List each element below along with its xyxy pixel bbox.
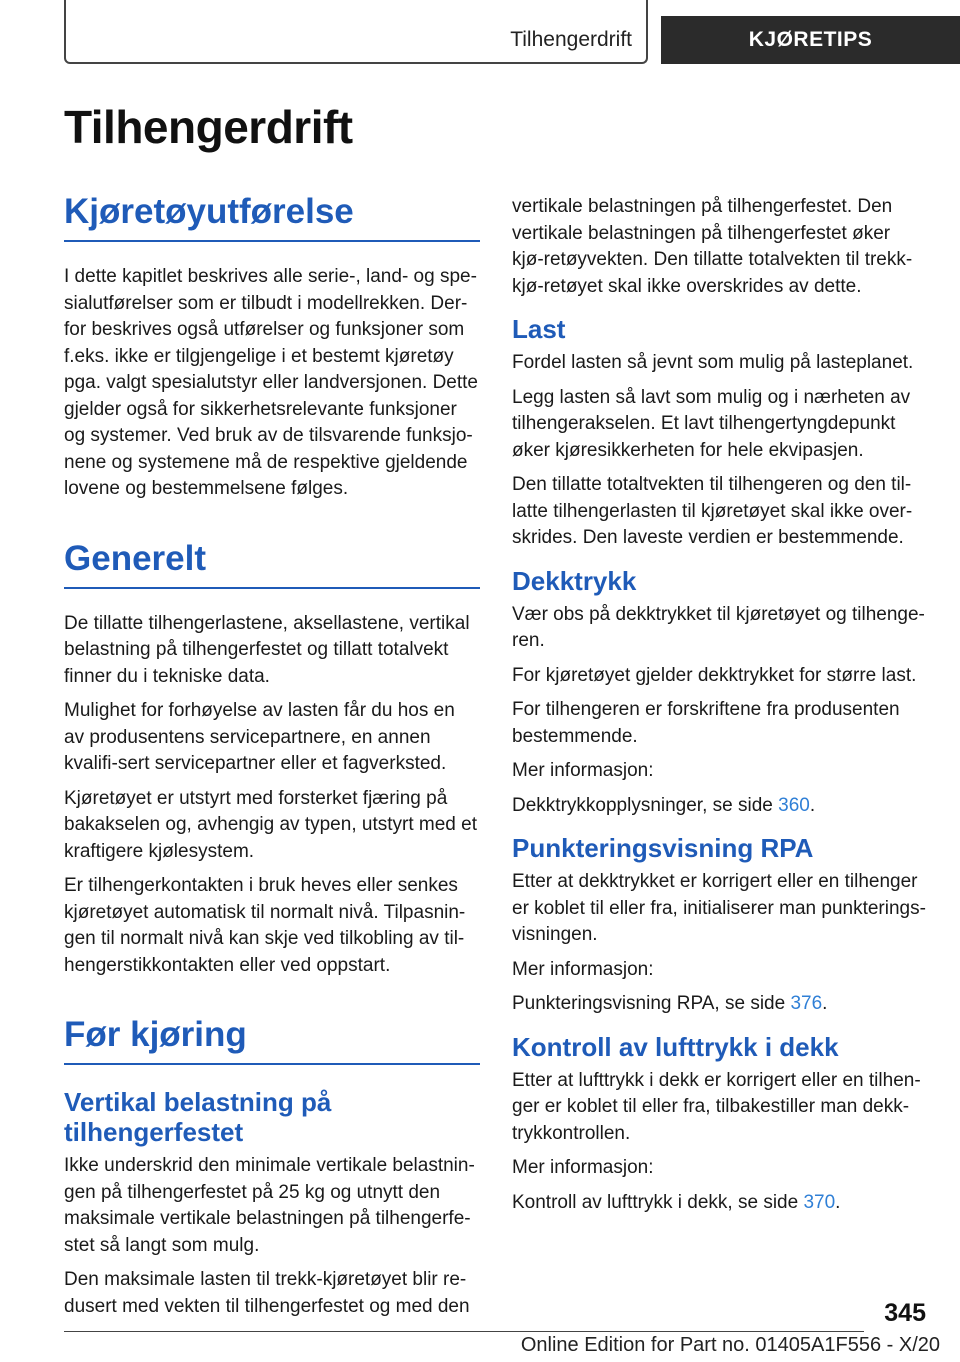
page-link-376[interactable]: 376 — [790, 993, 823, 1014]
subheading-kontroll-lufttrykk: Kontroll av lufttrykk i dekk — [512, 1031, 839, 1062]
subheading-punkteringsvisning: Punkteringsvisning RPA — [512, 833, 814, 863]
paragraph: Den maksimale lasten til trekk-kjøretøyet blir re-dusert med vekten til tilhengerfestet og med den — [64, 1269, 470, 1317]
reference-text: Punkteringsvisning RPA, se side — [512, 993, 791, 1014]
subheading-vertikal-belastning: Vertikal belastning på tilhengerfestet — [64, 1087, 332, 1147]
right-column — [512, 194, 926, 1224]
paragraph: Mulighet for forhøyelse av lasten får du hos en av produsentens servicepartnere, en annen kvalifi-sert servicepartner eller et fagverksted. — [64, 700, 455, 774]
paragraph: Legg lasten så lavt som mulig og i nærheten av tilhengerakselen. Et lavt tilhengertyngdepunkt øker kjøresikkerheten for hele ekvipasjen. — [512, 386, 911, 461]
paragraph: Vær obs på dekktrykket til kjøretøyet og tilhenge-ren. — [512, 603, 925, 651]
footer-edition: Online Edition for Part no. 01405A1F556 - X/20 — [520, 1334, 940, 1356]
paragraph: Etter at lufttrykk i dekk er korrigert eller en tilhen-ger er koblet til eller fra, tilbakestiller man dekk-trykkontrollen. — [512, 1069, 921, 1144]
reference-text: Dekktrykkopplysninger, se side — [512, 794, 779, 816]
paragraph: Etter at dekktrykket er korrigert eller en tilhenger er koblet til eller fra, initialiserer man punkterings-visningen. — [512, 871, 926, 945]
subheading-dekktrykk: Dekktrykk — [512, 565, 637, 596]
heading-kjoretoyutforelse: Kjøretøyutførelse — [64, 190, 480, 242]
reference-text: Kontroll av lufttrykk i dekk, se side — [512, 1191, 804, 1213]
paragraph: Den tillatte totaltvekten til tilhengeren og den til-latte tilhengerlasten til kjøretøyet skal ikke over-skrides. Den laveste verdien er bestemmende. — [512, 474, 913, 548]
cross-reference: Dekktrykkopplysninger, se side 360. — [512, 794, 816, 816]
header-section-title: Tilhengerdrift — [510, 28, 632, 51]
paragraph: De tillatte tilhengerlastene, aksellastene, vertikal belastning på tilhengerfestet og tillatt totalvekt finner du i tekniske data. — [64, 612, 470, 687]
paragraph: Kjøretøyet er utstyrt med forsterket fjæring på bakakselen og, avhengig av typen, utstyrt med et kraftigere kjølesystem. — [64, 787, 477, 862]
cross-reference: Kontroll av lufttrykk i dekk, se side 370. — [512, 1191, 841, 1213]
paragraph: Er tilhengerkontakten i bruk heves eller senkes kjøretøyet automatisk til normalt nivå. Tilpasnin-gen til normalt nivå kan skje ved tilkobling av til-hengerstikkontakten eller ved oppstart. — [64, 875, 466, 976]
cross-reference: Punkteringsvisning RPA, se side 376. — [512, 993, 828, 1014]
page-number: 345 — [884, 1299, 926, 1327]
page-link-360[interactable]: 360 — [778, 794, 810, 816]
paragraph: I dette kapitlet beskrives alle serie-, land- og spe-sialutførelser som er tilbudt i modellrekken. Der-for beskrives også utførelser og funksjoner som f.eks. ikke er tilgjengelige i et bestemt kjøretøy pga. valgt spesialutstyr eller landversjonen. Dette gjelder også for sikkerhetsrelevante funksjoner og systemer. Ved bruk av de tilsvarende funksjo-nene og systemene må de respektive gjeldende lovene og bestemmelsene følges. — [64, 266, 479, 499]
paragraph: Ikke underskrid den minimale vertikale belastnin-gen på tilhengerfestet på 25 kg og utnytt den maksimale vertikale belastningen på tilhengerfe-stet så langt som mulg. — [64, 1155, 475, 1256]
paragraph: vertikale belastningen på tilhengerfestet. Den vertikale belastningen på tilhengerfestet øker kjø-retøyvekten. Den tillatte totalvekten til trekk-kjø-retøyet skal ikke overskrides av dette. — [512, 196, 913, 297]
page-title: Tilhengerdrift — [64, 101, 353, 153]
paragraph: For kjøretøyet gjelder dekktrykket for større last. — [512, 664, 917, 686]
left-column — [64, 190, 480, 1328]
heading-generelt: Generelt — [64, 537, 480, 589]
paragraph: For tilhengeren er forskriftene fra produsenten bestemmende. — [512, 699, 900, 747]
heading-for-kjoring: Før kjøring — [64, 1013, 480, 1065]
paragraph: Mer informasjon: — [512, 1157, 654, 1178]
subheading-last: Last — [512, 314, 566, 344]
paragraph: Fordel lasten så jevnt som mulig på lasteplanet. — [512, 352, 914, 373]
paragraph: Mer informasjon: — [512, 958, 654, 980]
header-chapter-tab: KJØRETIPS — [661, 16, 960, 64]
header-section-box — [64, 0, 648, 64]
page-link-370[interactable]: 370 — [803, 1191, 836, 1213]
footer-divider — [64, 1331, 864, 1332]
paragraph: Mer informasjon: — [512, 760, 654, 781]
